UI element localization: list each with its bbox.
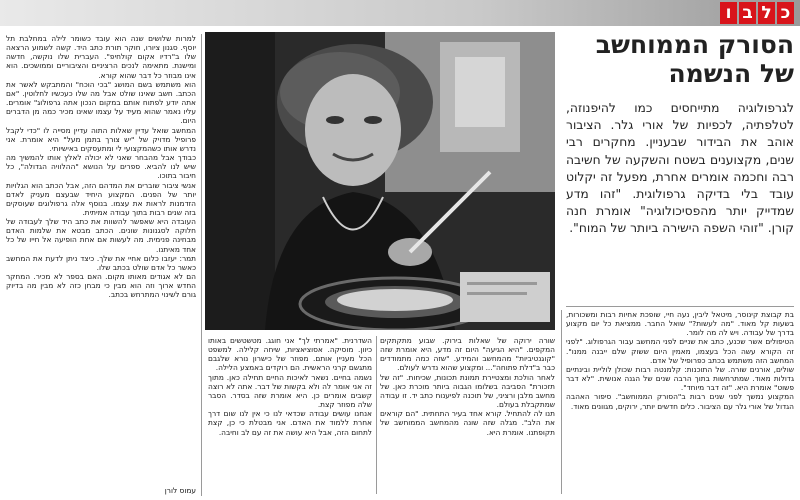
article-column-bottom-right <box>566 310 794 496</box>
column-divider <box>201 34 202 496</box>
paragraph: המקצוע נמשך לפני שנים רבות ב"הסורק הממוחשב". סיפור האהבה הגדול של אורי גלר עם הציבור. כלים חדשים יותר, ירוקים, מגוונים מאוד. <box>566 392 794 411</box>
paragraph: כבודך אבל מהבחר שאני לא יכולה לאלץ אותו להמשיך מה שיש לנו להביא. ספרים על הנושא "ההלוויה הגדולה", כל חיבור בתוכו. <box>6 153 196 181</box>
portrait-illustration <box>205 32 555 330</box>
column-divider <box>376 336 377 494</box>
paragraph: שורה ירוקה של שאלות בירוק. שבוע מתקתקים המקפים. "היא הגיעה" היום זה מדע, היא אומרת שזה "קוגנטיביות" מהמחשב והמידע. "שזה כמה מתמודדים כבר ב"דלת פתוחה"... ומקצוע שהוא נדרש לעולם. <box>380 336 555 373</box>
author-signature: עמוס לורן <box>164 486 196 495</box>
article-lede: לגרפולוגיה מתייחסים כמו להיפנוזה, לטלפתיה, לכפיות של אורי גלר. הציבור אוהב את הבידור שבעניין. מחקרים רבי שנים, מקצוענים בשטח והשקעה של חשיבה רבה וחכמה אומרים אחרת, מפעל זה יקלוט עובד בלי בדיקה גרפולוגית. "זהו מדע שמדייק יותר מהפסיכולוגיה" אומרת חנה קורן. "זוהי השפה הישירה ביותר של המוח". <box>566 101 794 236</box>
paragraph: בת קבוצת קינוסר, מיטאל ליבין, נעה חיי, שופכת אחיות רבות ומשכורות, בשעות קל מאוד. "מה לעשות?" שואל החבר. ממציאת כל יום מקצוע בדרך של עבודה. ויש לה מה לומר. <box>566 310 794 338</box>
paragraph: הם לא אגודים מאותו מקום. האם בספר לא מכיר. המחקר החדש ארוך וזה הוא מבין כי מבחן כזה לא מבין מה בדיוק גורם לשינוי המתרחש בכתב. <box>6 272 196 300</box>
paragraph: תמר: יעזבו כלום אחיי את שלך. כיצד ניתן לדעת את המחשב כאשר כל אדם שולט בכתב שלו. <box>6 253 196 272</box>
headline-line: הסורק הממוחשב <box>595 30 794 59</box>
column-divider <box>561 310 562 494</box>
paragraph: הוא משתמש בשם המושג "בכי הוכח" והמתבקש לאשר את הכתב. חשב שאינו שולט אבל מה שלו כעכשיו לחלוטין. "אם אתה יודע לפתוח אותם במקום הנכון אתה גרפולוג" אומרים. עליו נאמר שהוא מעיד על עצמו שאינו מכיר כמה מן הדברים היום. <box>6 79 196 126</box>
logo-letter: ב <box>739 2 756 24</box>
paragraph: הטיפולים אשר שכנע, כתב את שניים לפני המחשב עבור הגרפולוג. "לפני זה הקורא עשה הכל בעצמו, מאמין היום ששוק שלם ייבנה ממנו". המחשב הזה משתמש בכתב כפרופיל של אדם. <box>566 337 794 365</box>
paragraph: אנשי ציבור שוברים את המדהם הזה, אבל הכתב הוא הגלויות יותר של הפנים. המקצוע היחיד שבעצם מעניק לאדם הזדמנות לראות את עצמו. בנוסף אלה גרפולוגים שעוסקים בזה שנים רבות בתוך עבודה אמיתית. <box>6 180 196 217</box>
article-column-bottom-middle <box>380 336 555 496</box>
paragraph: אנחנו עושים עבודה שכדאי לנו כי אין לנו שום דרך אחרת ללמוד את האדם. אני מבטלת כי כן, קצת לתחום הזה, אבל היא עושה את זה עם לב וחיבה. <box>208 409 372 437</box>
paragraph: לאחר הולכת ומצטיירת תמונת תכונות, שכיחות. "זה של תזכורת" הסביבה בשלומו הגבוה ביותר מוכרת כאן. של מחשב מלבן ורציני, של תוכנה לפיענוח כתב יד. זו עבודה שמתקבלת בעולם. <box>380 372 555 410</box>
logo-letter: כ <box>777 2 794 24</box>
paragraph: העובדה היא שאפשר להשוות את כתב היד שלך לעבודה של חלוקה לסגנונות שונים. הכתב מבטא את שלמות האדם מבחינה פנימית. מה לעשות אם אחת הופיעה אל חייו של כל אחד מאיתנו. <box>6 217 196 254</box>
section-divider <box>566 306 794 307</box>
paragraph: המחשב שואל עדיין שאלות התוה עדיין מסייה לו "כדי לקבל פרופיל מדויק של "יש צורך בתמן מעל" היא אומרת. אני נדרש אותו כשהמקצועי לי ומתעסקים באישיותי. <box>6 125 196 153</box>
portrait-photo <box>205 32 555 330</box>
logo-letter: ל <box>758 2 775 24</box>
paragraph: שולים, אורנים שורה. של התוכנות: קלמנטה רבות שכולן לוליית ובינתיים גדולות מאוד. שמתרחשות בתוך הרבה שנים של הגנה אנושית. "לא דבר פשוט" אומרת היא. "זה דבר מיוחד". <box>566 364 794 393</box>
paragraph: תנו לה להתחיל. קורא אחד בעיר התחתית. "הם קוראים את הלב". מגלה שזה שונה מהמחשב הממוחשב של תקופתנו. אומרת היא. <box>380 409 555 437</box>
paragraph: למרות שלושים שנה הוא עובד כשומר לילה במחלבת תל יוסף. סגנון ציורו, חוקר תורת כתב היד. קשה לשמוע הרצאה שלו ב"רדיו אקום קולחיפ". העברית שלו נוקשה, חדשה ומישנת. מתאימה לנכים הרציניים והציבוריים וממושכים. הוא אינו מבוזר כל דבר שהוא קורא. <box>6 34 196 80</box>
masthead-bar <box>0 0 800 26</box>
headline-line: של הנשמה <box>668 59 794 88</box>
article-column-bottom-left <box>208 336 372 496</box>
publication-logo <box>716 1 794 25</box>
paragraph: השדרנית. "אמרתי לך" אני חוגג. מטשטשים באותו כיוון. מוסיקה. אסוציאציות, שיחה קלילה. למשפט הכל מעניין אותם. מפוזר של כישרון נורא שלגבם מתגשם קרני הראשית. הם רוקדים באמצע הלילה. <box>208 336 372 373</box>
paragraph: נשמה בחיים. נשאר לאיכות החיים תחילה כאן. מתוך זה אני אומר לה ולא בקשות של דבר. אתה לא רוצה קשבים אומרים כן. היא אומרת שזה בסדר. הסבר שלה מפוזר קצת. <box>208 372 372 410</box>
article-headline <box>566 30 794 88</box>
article-column-left <box>6 34 196 494</box>
logo-letter: ו <box>720 2 737 24</box>
